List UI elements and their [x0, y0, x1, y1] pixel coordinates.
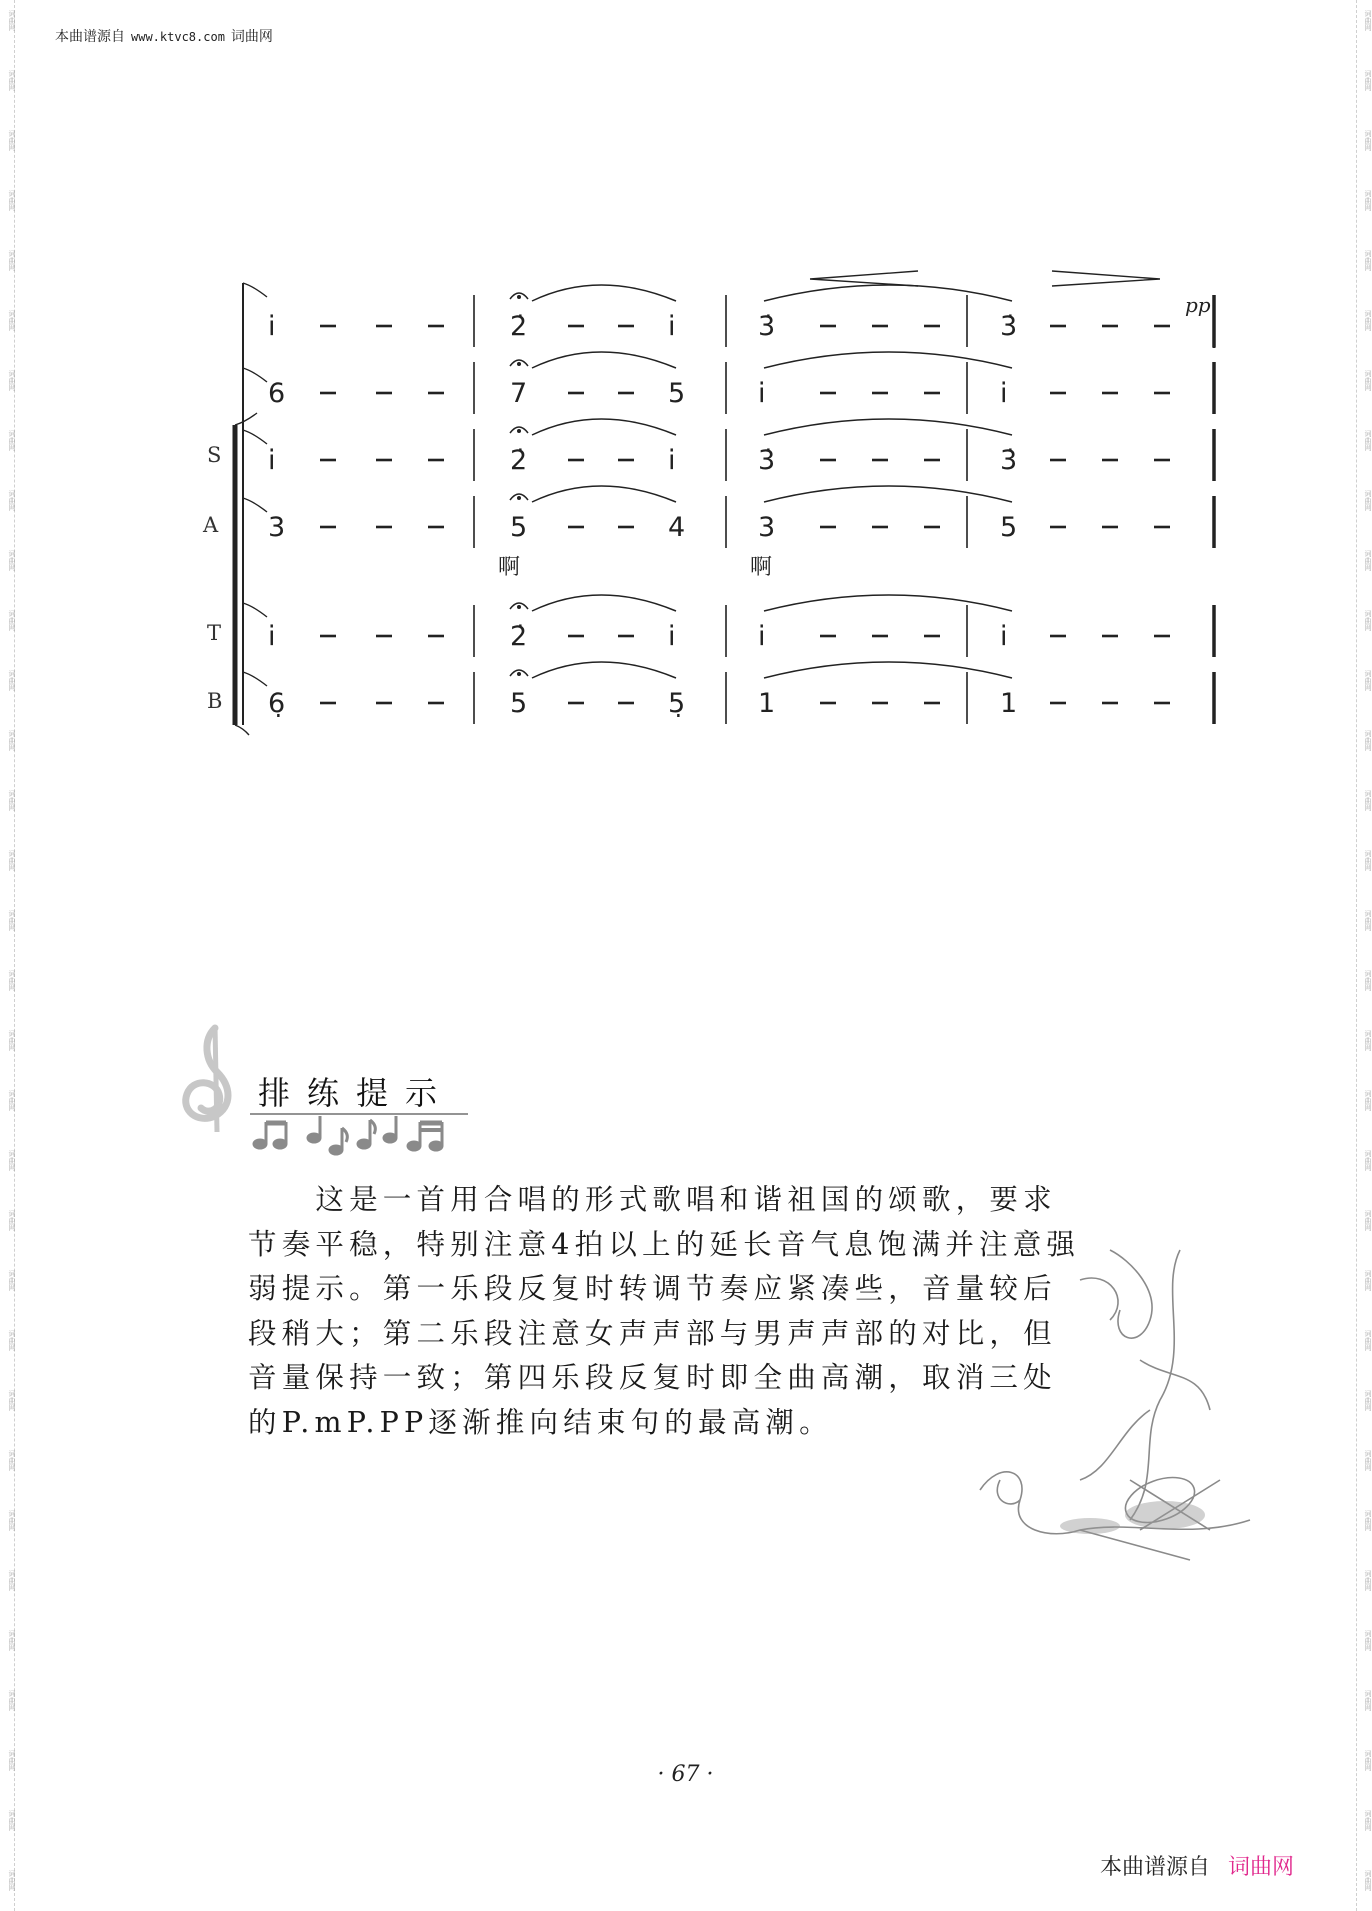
staff-row	[268, 486, 1214, 548]
score-note: 6̣	[268, 688, 286, 719]
side-watermark-text: 词曲网	[8, 1450, 16, 1471]
slur	[764, 662, 1012, 678]
score-note: 5	[1000, 512, 1018, 543]
score-note: 5̣	[668, 688, 686, 719]
score-note: 3̇	[758, 311, 776, 342]
side-watermark-text: 词曲网	[1364, 1330, 1372, 1351]
side-watermark-text: 词曲网	[1364, 1510, 1372, 1531]
score-note: i̇	[268, 311, 276, 342]
side-watermark-text: 词曲网	[8, 130, 16, 151]
voice-label-tenor: T	[207, 621, 222, 645]
score-note: i̇	[1000, 378, 1008, 409]
score-note: 6	[268, 378, 286, 409]
score-note: 2̇	[510, 445, 528, 476]
side-watermark-text: 词曲网	[8, 1210, 16, 1231]
side-watermark-text: 词曲网	[1364, 550, 1372, 571]
side-watermark-text: 词曲网	[1364, 1750, 1372, 1771]
side-watermark-text: 词曲网	[1364, 130, 1372, 151]
slur	[532, 419, 676, 435]
score-note: 5	[510, 512, 528, 543]
score-note: 3̇	[1000, 311, 1018, 342]
section-title: 排练提示	[258, 1074, 455, 1112]
text-line: 段稍大；第二乐段注意女声声部与男声声部的对比，但	[248, 1316, 1057, 1350]
fermata-dot	[517, 362, 521, 366]
score-note: i̇	[758, 378, 766, 409]
fermata-dot	[517, 496, 521, 500]
slur	[764, 419, 1012, 435]
side-watermark-text: 词曲网	[1364, 70, 1372, 91]
side-watermark-text: 词曲网	[8, 1810, 16, 1831]
side-watermark-text: 词曲网	[8, 190, 16, 211]
staff-row	[268, 662, 1214, 724]
slur	[532, 285, 676, 301]
side-watermark-text: 词曲网	[8, 70, 16, 91]
slur	[764, 285, 1012, 301]
lyric-syllable: 啊	[750, 555, 773, 580]
side-watermark-text: 词曲网	[1364, 1570, 1372, 1591]
slur	[532, 486, 676, 502]
side-watermark-text: 词曲网	[1364, 1150, 1372, 1171]
side-watermark-text: 词曲网	[1364, 430, 1372, 451]
side-watermark-text: 词曲网	[1364, 370, 1372, 391]
score-note: i̇	[1000, 621, 1008, 652]
side-watermark-text: 词曲网	[1364, 190, 1372, 211]
text-line: 音量保持一致；第四乐段反复时即全曲高潮，取消三处	[248, 1361, 1057, 1394]
page-number: · 67 ·	[657, 1762, 714, 1787]
score-note: 3̇	[758, 445, 776, 476]
score-note: i̇	[668, 445, 676, 476]
side-watermark-text: 词曲网	[8, 430, 16, 451]
side-watermark-text: 词曲网	[8, 1150, 16, 1171]
side-watermark-text: 词曲网	[8, 1270, 16, 1291]
side-watermark-text: 词曲网	[8, 730, 16, 751]
score-note: i̇	[668, 311, 676, 342]
side-watermark-text: 词曲网	[1364, 1690, 1372, 1711]
score-note: 3̇	[1000, 445, 1018, 476]
staff-row	[268, 285, 1214, 347]
score-note: i̇	[758, 621, 766, 652]
slur	[764, 352, 1012, 368]
side-watermark-text: 词曲网	[8, 1030, 16, 1051]
side-watermark-text: 词曲网	[8, 370, 16, 391]
side-watermark-text: 词曲网	[8, 1870, 16, 1891]
score-note: 2̇	[510, 621, 528, 652]
score-note: 1	[758, 688, 776, 719]
side-watermark-text: 词曲网	[8, 1690, 16, 1711]
text-line: 弱提示。第一乐段反复时转调节奏应紧凑些，音量较后	[248, 1272, 1057, 1305]
score-note: 4	[668, 512, 686, 543]
score-note: 5	[668, 378, 686, 409]
side-watermark-text: 词曲网	[1364, 490, 1372, 511]
side-watermark-text: 词曲网	[1364, 1090, 1372, 1111]
side-watermark-text: 词曲网	[8, 490, 16, 511]
fermata-dot	[517, 295, 521, 299]
side-watermark-text: 词曲网	[1364, 1390, 1372, 1411]
side-watermark-text: 词曲网	[1364, 1450, 1372, 1471]
staves	[268, 285, 1214, 724]
score-note: 2̇	[510, 311, 528, 342]
score-note: 3	[268, 512, 286, 543]
side-watermark-text: 词曲网	[8, 550, 16, 571]
slur	[532, 662, 676, 678]
side-watermark-text: 词曲网	[1364, 850, 1372, 871]
system-bracket	[235, 283, 267, 735]
footer-source-prefix: 本曲谱源自	[1100, 1855, 1211, 1880]
side-watermark-text: 词曲网	[1364, 1810, 1372, 1831]
side-watermark-text: 词曲网	[1364, 1030, 1372, 1051]
side-watermark-text: 词曲网	[8, 970, 16, 991]
lyric-syllable: 啊	[498, 555, 521, 580]
header-source-prefix: 本曲谱源自	[55, 29, 125, 45]
side-watermark-text: 词曲网	[8, 1330, 16, 1351]
side-watermark-text: 词曲网	[8, 790, 16, 811]
text-line: 节奏平稳，特别注意4拍以上的延长音气息饱满并注意强	[248, 1227, 1081, 1261]
side-watermark-text: 词曲网	[8, 1390, 16, 1411]
score-note: 1	[1000, 688, 1018, 719]
score-note: i̇	[268, 621, 276, 652]
decrescendo-hairpin	[1052, 271, 1160, 286]
side-watermark-text: 词曲网	[1364, 1630, 1372, 1651]
dynamic-mark: pp	[1185, 293, 1211, 317]
side-watermark-text: 词曲网	[1364, 670, 1372, 691]
side-watermark-text: 词曲网	[8, 610, 16, 631]
score-note: i̇	[268, 445, 276, 476]
side-watermark-text: 词曲网	[1364, 790, 1372, 811]
side-watermark-text: 词曲网	[1364, 250, 1372, 271]
text-line: 这是一首用合唱的形式歌唱和谐祖国的颂歌，要求	[248, 1183, 1057, 1216]
score-note: i̇	[668, 621, 676, 652]
side-watermark-text: 词曲网	[8, 850, 16, 871]
floral-instrument-illustration	[960, 1230, 1260, 1570]
side-watermark-text: 词曲网	[1364, 310, 1372, 331]
side-watermark-text: 词曲网	[8, 1630, 16, 1651]
side-watermark-text: 词曲网	[8, 1090, 16, 1111]
header-url[interactable]: www.ktvc8.com	[131, 30, 225, 44]
voice-label-alto: A	[203, 513, 219, 537]
side-watermark-text: 词曲网	[1364, 970, 1372, 991]
side-watermark-text: 词曲网	[8, 250, 16, 271]
voice-label-bass: B	[207, 689, 223, 713]
slur	[532, 595, 676, 611]
fermata-dot	[517, 605, 521, 609]
music-notes-ornament	[246, 1108, 471, 1154]
voice-label-soprano: S	[207, 443, 222, 467]
side-watermark-text: 词曲网	[8, 310, 16, 331]
side-watermark-text: 词曲网	[1364, 730, 1372, 751]
side-watermark-text: 词曲网	[1364, 1870, 1372, 1891]
staff-row	[268, 595, 1214, 657]
side-watermark-text: 词曲网	[8, 1570, 16, 1591]
score-note: 5	[510, 688, 528, 719]
score-note: 7	[510, 378, 528, 409]
treble-clef-ornament	[175, 1020, 255, 1140]
side-watermark-text: 词曲网	[8, 1750, 16, 1771]
header-site-name: 词曲网	[230, 29, 273, 45]
fermata-dot	[517, 429, 521, 433]
slur	[764, 486, 1012, 502]
crescendo-hairpin	[810, 271, 918, 286]
slur	[532, 352, 676, 368]
staff-row	[268, 419, 1214, 481]
side-watermark-text: 词曲网	[8, 670, 16, 691]
score-note: 3	[758, 512, 776, 543]
side-watermark-text: 词曲网	[8, 10, 16, 31]
side-watermark-text: 词曲网	[8, 910, 16, 931]
side-watermark-text: 词曲网	[1364, 910, 1372, 931]
footer-site-name[interactable]: 词曲网	[1228, 1855, 1295, 1880]
footer-source	[1100, 1850, 1294, 1881]
staff-row	[268, 352, 1214, 414]
side-watermark-text: 词曲网	[8, 1510, 16, 1531]
fermata-dot	[517, 672, 521, 676]
side-watermark-text: 词曲网	[1364, 610, 1372, 631]
score	[0, 0, 1371, 760]
slur	[764, 595, 1012, 611]
side-watermark-text: 词曲网	[1364, 1270, 1372, 1291]
text-line: 的P.mP.PP逐渐推向结束句的最高潮。	[248, 1405, 833, 1439]
side-watermark-text: 词曲网	[1364, 1210, 1372, 1231]
side-watermark-text: 词曲网	[1364, 10, 1372, 31]
